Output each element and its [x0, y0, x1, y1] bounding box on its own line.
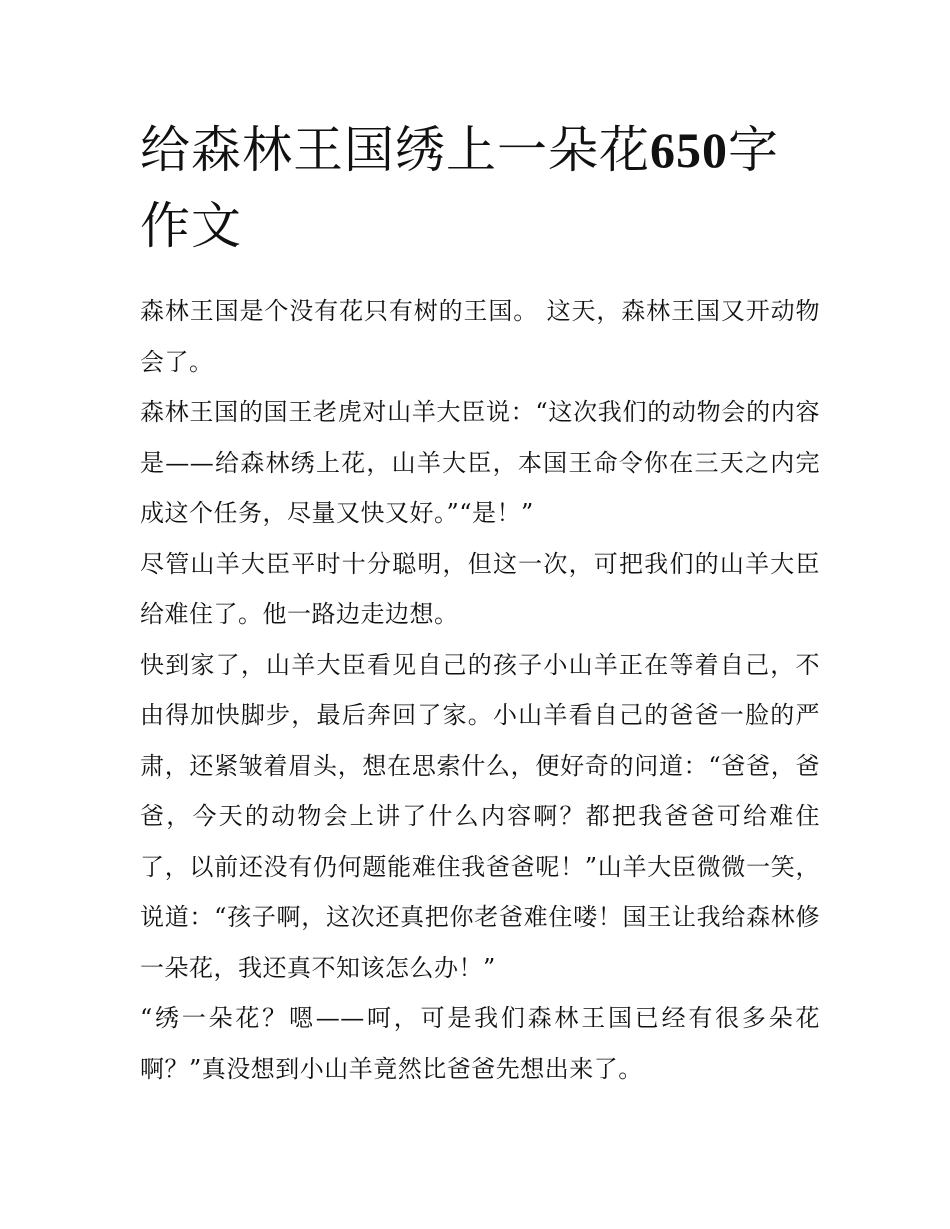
paragraph-3: 尽管山羊大臣平时十分聪明，但这一次，可把我们的山羊大臣给难住了。他一路边走边想。: [140, 549, 820, 628]
paragraph-1: 森林王国是个没有花只有树的王国。 这天，森林王国又开动物会了。: [140, 297, 820, 376]
title-text: 给森林王国绣上一朵花: [140, 121, 650, 179]
document-body: [140, 286, 820, 1094]
document-page: [140, 112, 820, 1094]
paragraph-2: 森林王国的国王老虎对山羊大臣说：“这次我们的动物会的内容是——给森林绣上花，山羊大臣，本国王命令你在三天之内完成这个任务，尽量又快又好。”“是！”: [140, 398, 820, 527]
document-title: [140, 112, 820, 264]
paragraph-5: “绣一朵花？嗯——呵，可是我们森林王国已经有很多朵花啊？”真没想到小山羊竟然比爸爸先想出来了。: [140, 1004, 820, 1083]
title-suffix: 字作文: [140, 121, 779, 255]
title-number: 650: [650, 122, 728, 178]
paragraph-4: 快到家了，山羊大臣看见自己的孩子小山羊正在等着自己，不由得加快脚步，最后奔回了家。小山羊看自己的爸爸一脸的严肃，还紧皱着眉头，想在思索什么，便好奇的问道：“爸爸，爸爸，今天的动物会上讲了什么内容啊？都把我爸爸可给难住了，以前还没有仍何题能难住我爸爸呢！”山羊大臣微微一笑，说道：“孩子啊，这次还真把你老爸难住喽！国王让我给森林修一朵花，我还真不知该怎么办！”: [140, 650, 820, 982]
